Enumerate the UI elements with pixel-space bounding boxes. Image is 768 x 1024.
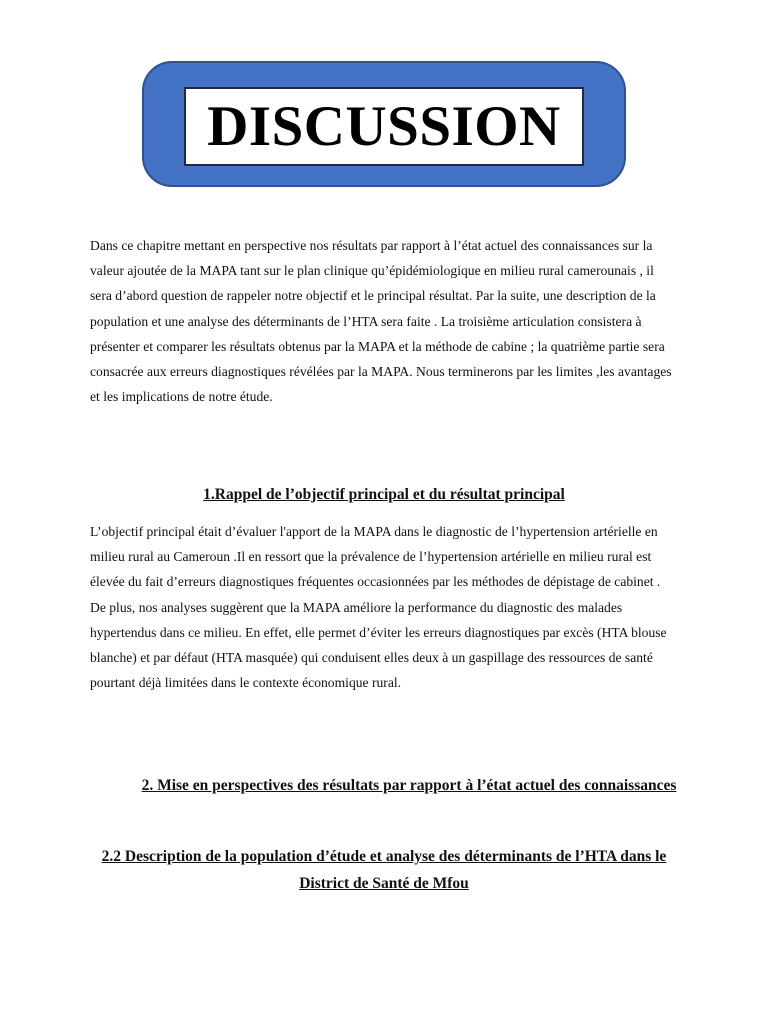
section-2-2-heading: 2.2 Description de la population d’étude et analyse des déterminants de l’HTA dans le District de Santé de Mfou [101, 848, 667, 892]
page-title: DISCUSSION [207, 95, 561, 158]
intro-paragraph: Dans ce chapitre mettant en perspective nos résultats par rapport à l’état actuel des connaissances sur la valeur ajoutée de la MAPA tant sur le plan clinique qu’épidémiologique en milieu rural camerounais , il sera d’abord question de rappeler notre objectif et le principal résultat. Par la suite, une description de la population et une analyse des déterminants de l’HTA sera faite . La troisième articulation consistera à présenter et comparer les résultats obtenus par la MAPA et la méthode de cabine ; la quatrième partie sera consacrée aux erreurs diagnostiques révélées par la MAPA. Nous terminerons par les limites ,les avantages et les implications de notre étude. [90, 238, 672, 405]
section-1-body: L’objectif principal était d’évaluer l'apport de la MAPA dans le diagnostic de l’hypertension artérielle en milieu rural au Cameroun .Il en ressort que la prévalence de l’hypertension artérielle en milieu rural est élevée du fait d’erreurs diagnostiques fréquentes occasionnées par les méthodes de dépistage de cabinet . De plus, nos analyses suggèrent que la MAPA améliore la performance du diagnostic des malades hypertendus dans ce milieu. En effet, elle permet d’éviter les erreurs diagnostiques par excès (HTA blouse blanche) et par défaut (HTA masquée) qui conduisent elles deux à un gaspillage des ressources de santé pourtant déjà limitées dans le contexte économique rural. [90, 524, 667, 691]
section-2-heading: 2. Mise en perspectives des résultats par rapport à l’état actuel des connaissances [141, 777, 677, 794]
section-1-heading: 1.Rappel de l’objectif principal et du résultat principal [203, 486, 565, 503]
title-box [184, 87, 584, 166]
